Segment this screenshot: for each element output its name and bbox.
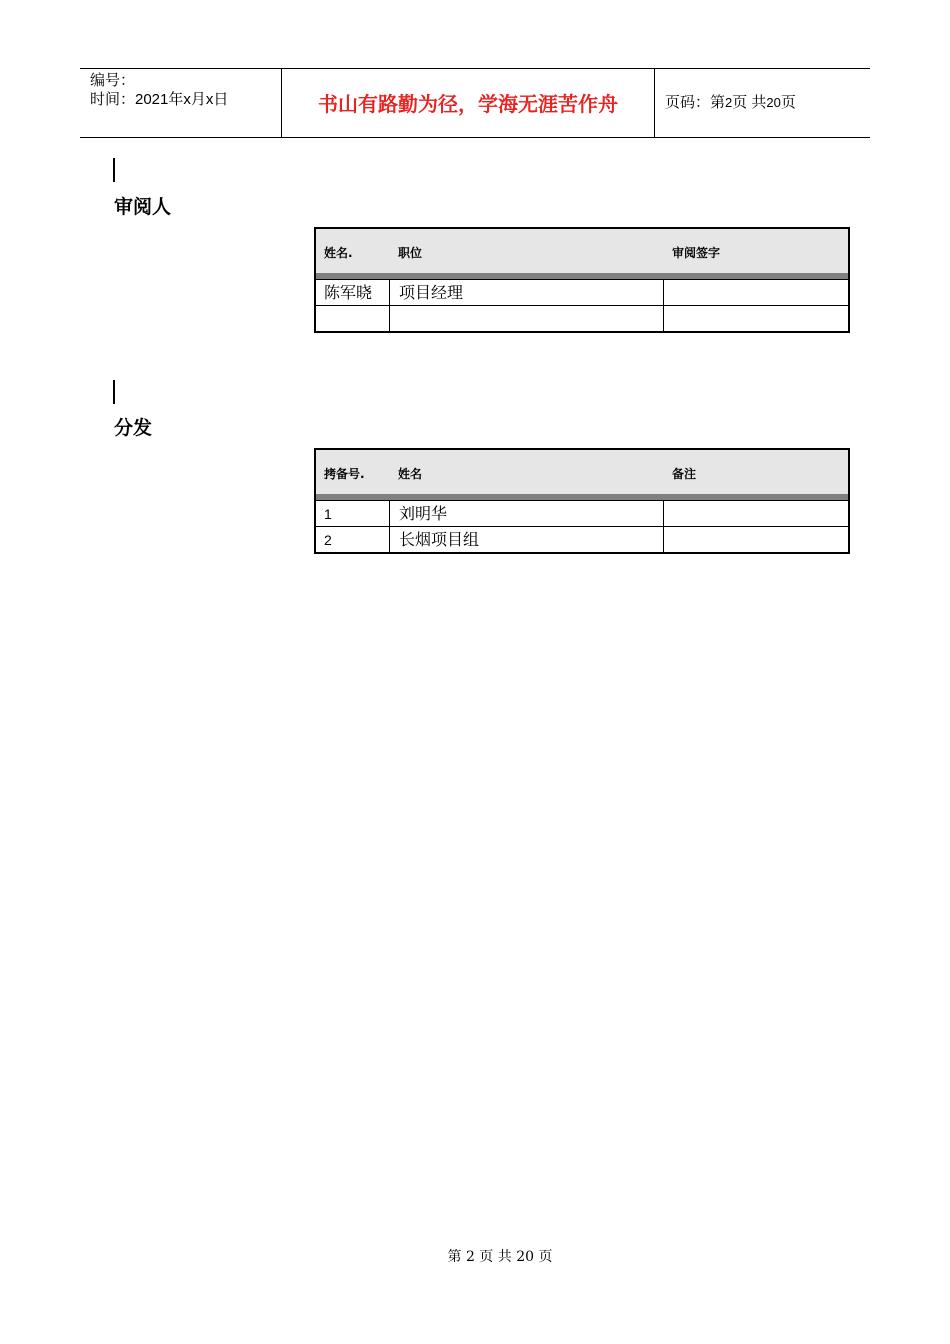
review-heading: 审阅人 (114, 196, 172, 218)
review-table (314, 227, 850, 335)
review-table-body (314, 279, 850, 333)
header-page-cell (655, 69, 870, 137)
recipient-name: 刘明华 (399, 504, 448, 523)
distribution-table-header (314, 448, 850, 494)
header-motto-cell (282, 69, 655, 137)
reviewer-position: 项目经理 (399, 283, 464, 302)
section-marker (113, 158, 115, 182)
table-row (316, 280, 848, 306)
distribution-heading: 分发 (114, 417, 153, 439)
header-page-number: 页码：第2页 共20页 (665, 94, 796, 111)
column-header-position: 职位 (398, 246, 423, 260)
document-time-label: 时间：2021年x月x日 (90, 91, 229, 108)
table-row (316, 526, 848, 553)
copy-number: 1 (324, 506, 332, 522)
column-header-remarks: 备注 (672, 467, 697, 481)
recipient-name: 长烟项目组 (399, 530, 480, 549)
copy-number: 2 (324, 532, 332, 548)
header-meta-cell (80, 69, 282, 137)
document-number-label: 编号： (90, 72, 136, 89)
column-header-name: 姓名 (398, 467, 423, 481)
page-header (80, 68, 870, 138)
column-header-copy-number: 拷备号. (324, 467, 365, 481)
distribution-table-body (314, 500, 850, 554)
column-header-signature: 审阅签字 (672, 246, 721, 260)
header-motto: 书山有路勤为径，学海无涯苦作舟 (318, 92, 618, 116)
distribution-table (314, 448, 850, 556)
page-footer: 第 2 页 共 20 页 (447, 1249, 553, 1265)
column-header-name: 姓名. (324, 246, 353, 260)
table-row (316, 501, 848, 527)
review-table-header (314, 227, 850, 273)
table-row (316, 305, 848, 332)
reviewer-name: 陈军晓 (324, 283, 373, 302)
section-marker (113, 380, 115, 404)
